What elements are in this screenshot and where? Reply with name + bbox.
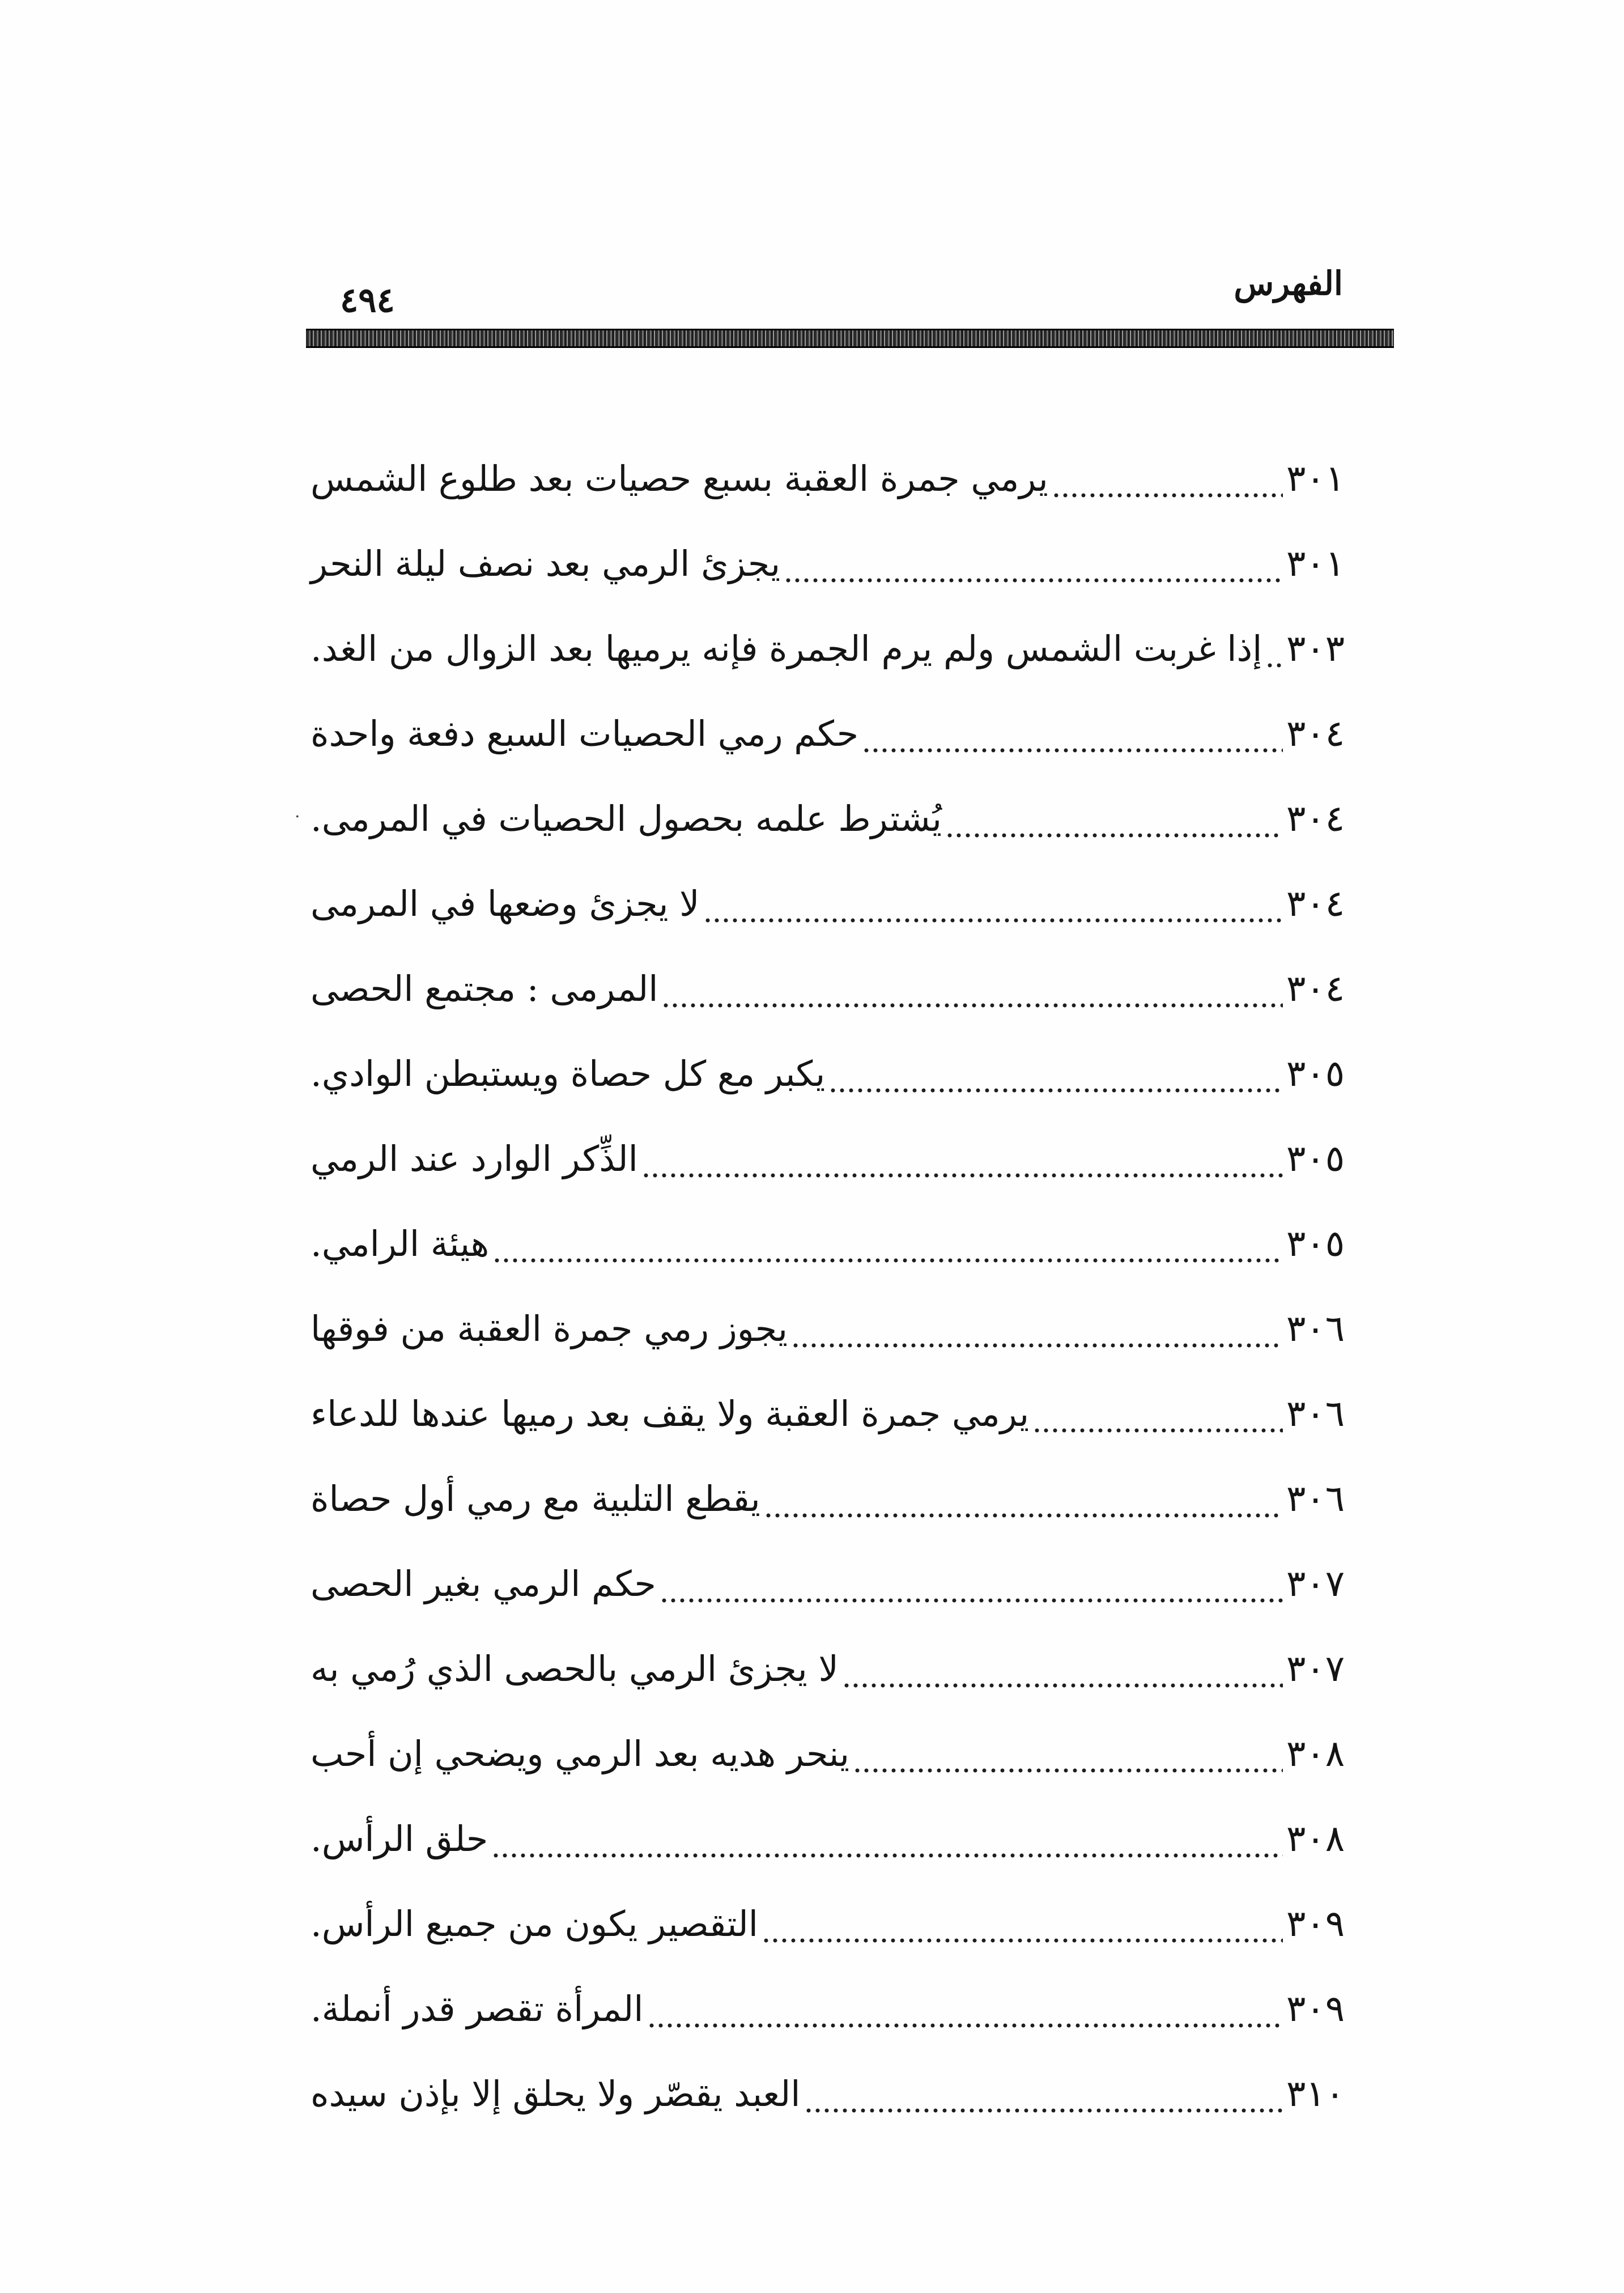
entry-page-number: ٣٠٧	[1286, 1648, 1345, 1690]
index-entry	[306, 606, 1371, 691]
entry-title: المرأة تقصر قدر أنملة.	[311, 1988, 644, 2029]
index-list	[306, 436, 1371, 2137]
index-entry	[306, 1712, 1371, 1797]
page-header	[306, 261, 1394, 357]
entry-page-number: ٣٠٥	[1286, 1138, 1345, 1180]
dot-leader	[862, 691, 1283, 776]
entry-title: يكبر مع كل حصاة ويستبطن الوادي.	[311, 1053, 826, 1094]
entry-title: هيئة الرامي.	[311, 1223, 490, 1264]
index-entry	[306, 861, 1371, 946]
page-number: ٤٩٤	[340, 281, 395, 320]
dot-leader	[660, 1542, 1283, 1627]
index-entry	[306, 1286, 1371, 1371]
dot-leader	[853, 1712, 1283, 1797]
dot-leader	[703, 861, 1283, 946]
index-entry	[306, 1627, 1371, 1712]
index-entry	[306, 1457, 1371, 1542]
entry-title: حكم الرمي بغير الحصى	[311, 1563, 656, 1604]
entry-page-number: ٣٠١	[1286, 543, 1345, 585]
dot-leader	[804, 2052, 1283, 2137]
dot-leader	[945, 776, 1283, 861]
entry-title: يقطع التلبية مع رمي أول حصاة	[311, 1478, 760, 1519]
dot-leader	[661, 946, 1283, 1031]
dot-leader	[828, 1031, 1283, 1116]
index-entry	[306, 1882, 1371, 1967]
entry-title: المرمى : مجتمع الحصى	[311, 968, 658, 1009]
entry-page-number: ٣٠٣	[1286, 628, 1345, 670]
entry-title: يرمي جمرة العقبة ولا يقف بعد رميها عندها للدعاء	[311, 1393, 1030, 1434]
index-entry	[306, 1797, 1371, 1882]
entry-page-number: ٣٠٤	[1286, 713, 1345, 755]
entry-title: الذِّكر الوارد عند الرمي	[311, 1138, 638, 1179]
index-entry	[306, 2052, 1371, 2137]
index-entry	[306, 1542, 1371, 1627]
index-entry	[306, 1031, 1371, 1116]
dot-leader	[791, 1286, 1283, 1371]
entry-page-number: ٣٠٩	[1286, 1903, 1345, 1945]
entry-page-number: ٣٠٤	[1286, 883, 1345, 925]
entry-page-number: ٣٠٤	[1286, 798, 1345, 840]
dot-leader	[842, 1627, 1283, 1712]
dot-leader	[1032, 1371, 1283, 1457]
entry-title: يجوز رمي جمرة العقبة من فوقها	[311, 1308, 788, 1349]
running-title: الفهرس	[1234, 264, 1343, 303]
print-mark: .	[295, 802, 300, 822]
entry-title: التقصير يكون من جميع الرأس.	[311, 1903, 758, 1944]
entry-title: حلق الرأس.	[311, 1818, 488, 1859]
index-entry	[306, 1201, 1371, 1286]
entry-title: حكم رمي الحصيات السبع دفعة واحدة	[311, 713, 859, 754]
dot-leader	[647, 1967, 1283, 2052]
entry-page-number: ٣٠٨	[1286, 1733, 1345, 1775]
entry-page-number: ٣٠٩	[1286, 1988, 1345, 2030]
dot-leader	[1052, 436, 1283, 521]
entry-page-number: ٣٠٤	[1286, 968, 1345, 1010]
entry-page-number: ٣٠٥	[1286, 1053, 1345, 1095]
entry-page-number: ٣٠٦	[1286, 1308, 1345, 1350]
entry-title: لا يجزئ وضعها في المرمى	[311, 883, 700, 924]
index-entry	[306, 691, 1371, 776]
index-entry	[306, 521, 1371, 606]
entry-title: إذا غربت الشمس ولم يرم الجمرة فإنه يرميها بعد الزوال من الغد.	[311, 628, 1262, 669]
header-rule	[306, 329, 1394, 348]
entry-title: لا يجزئ الرمي بالحصى الذي رُمي به	[311, 1648, 839, 1689]
dot-leader	[762, 1882, 1283, 1967]
entry-page-number: ٣٠٦	[1286, 1478, 1345, 1520]
dot-leader	[1265, 606, 1283, 691]
entry-page-number: ٣١٠	[1286, 2073, 1345, 2115]
dot-leader	[491, 1797, 1283, 1882]
index-entry	[306, 1116, 1371, 1201]
entry-title: يرمي جمرة العقبة بسبع حصيات بعد طلوع الشمس	[311, 458, 1048, 499]
entry-title: العبد يقصّر ولا يحلق إلا بإذن سيده	[311, 2073, 801, 2114]
entry-page-number: ٣٠٨	[1286, 1818, 1345, 1860]
index-entry	[306, 436, 1371, 521]
entry-page-number: ٣٠٥	[1286, 1223, 1345, 1265]
dot-leader	[492, 1201, 1283, 1286]
index-entry	[306, 1967, 1371, 2052]
entry-page-number: ٣٠١	[1286, 458, 1345, 500]
dot-leader	[784, 521, 1283, 606]
entry-title: يجزئ الرمي بعد نصف ليلة النحر	[311, 543, 781, 584]
index-entry	[306, 1371, 1371, 1457]
entry-page-number: ٣٠٧	[1286, 1563, 1345, 1605]
entry-page-number: ٣٠٦	[1286, 1393, 1345, 1435]
index-entry	[306, 946, 1371, 1031]
index-entry	[306, 776, 1371, 861]
dot-leader	[764, 1457, 1283, 1542]
dot-leader	[641, 1116, 1283, 1201]
entry-title: ينحر هديه بعد الرمي ويضحي إن أحب	[311, 1733, 849, 1774]
entry-title: يُشترط علمه بحصول الحصيات في المرمى.	[311, 798, 942, 839]
